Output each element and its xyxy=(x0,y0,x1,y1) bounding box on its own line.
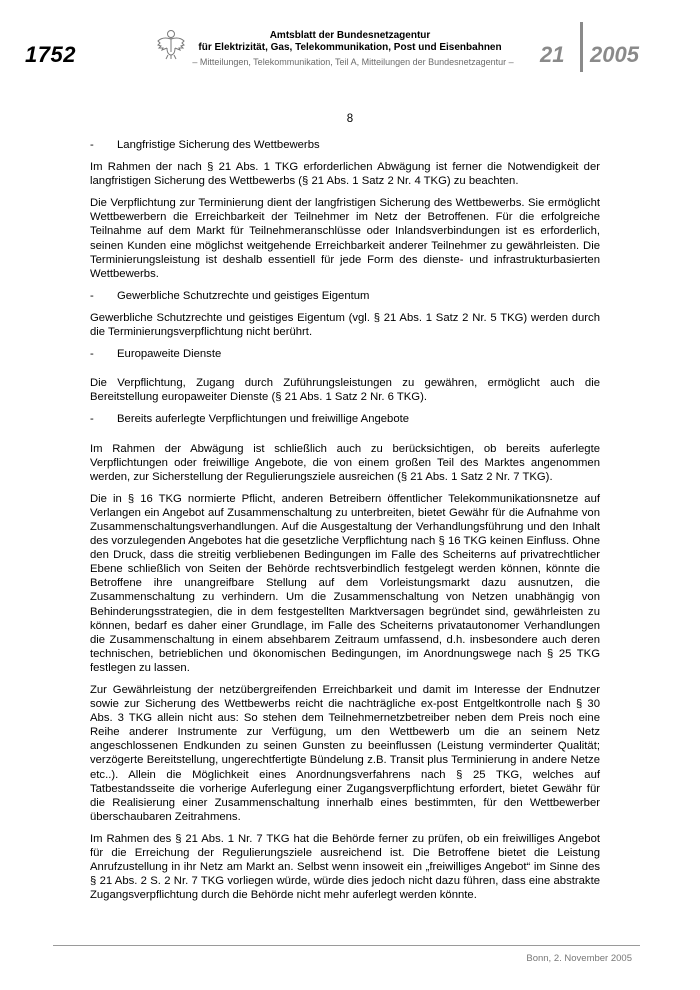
issue-number: 21 xyxy=(540,42,565,67)
paragraph: Im Rahmen der Abwägung ist schließlich auch zu berücksichtigen, ob bereits auferlegte Verpflichtungen oder freiwillige Angebote, die von einem großen Teil des Marktes angenommen werden, zur Sicherstellung der Regulierungsziele ausreichen (§ 21 Abs. 1 Satz 2 Nr. 7 TKG). xyxy=(90,442,600,483)
bullet-text: Langfristige Sicherung des Wettbewerbs xyxy=(117,139,320,151)
paragraph: Die Verpflichtung, Zugang durch Zuführungsleistungen zu gewähren, ermöglicht auch die Bereitstellung europaweiter Dienste (§ 21 Abs. 1 Satz 2 Nr. 6 TKG). xyxy=(90,377,600,404)
bullet-item xyxy=(90,138,600,152)
bullet-dash: - xyxy=(90,139,94,151)
bullet-item xyxy=(90,412,600,426)
journal-subtitle: – Mitteilungen, Telekommunikation, Teil A, Mitteilungen der Bundesnetzagentur – xyxy=(192,57,514,67)
bullet-text: Europaweite Dienste xyxy=(117,348,222,361)
header-divider xyxy=(580,22,583,72)
bullet-text: Gewerbliche Schutzrechte und geistiges Eigentum xyxy=(117,289,370,302)
issue-year: 2005 xyxy=(590,42,639,67)
journal-title-line2: für Elektrizität, Gas, Telekommunikation, Post und Eisenbahnen xyxy=(198,42,502,53)
bullet-dash: - xyxy=(90,289,94,302)
bullet-item xyxy=(90,347,600,361)
paragraph: Die in § 16 TKG normierte Pflicht, anderen Betreibern öffentlicher Telekommunikationsnetze auf Verlangen ein Angebot auf Zusammenschaltung zu unterbreiten, bietet Gewähr für die Aufnahme von Zusammenschaltungsverhandlungen. Auf die Ausgestaltung der Verhandlungsführung und den Inhalt des vorzulegenden Angebotes hat die gesetzliche Verpflichtung nach § 16 TKG keinen Einfluss. Ohne den Druck, dass die streitig verbliebenen Bedingungen im Falle des Scheiterns auf privatrechtlicher Ebene schließlich von Seiten der Behörde rechtsverbindlich festgelegt werden können, könnte die Betroffene ihre unangreifbare Stellung auf dem Vorleistungsmarkt dazu ausnutzen, die Zusammenschaltung zu verhindern. Um die Zusammenschaltung von Netzen unabhängig von Behinderungsstrategien, die in dem festgestellten Marktversagen begründet sind, gewährleisten zu können, bedarf es daher einer Grundlage, im Falle des Scheiterns privatautonomer Verhandlungen die Zusammenschaltung in einem absehbarem Zeitraum umfassend, d.h. insbesondere auch deren technischen, betrieblichen und ökonomischen Bedingungen, im Anordnungswege nach § 25 TKG festlegen zu lassen. xyxy=(90,492,600,674)
journal-page-number: 1752 xyxy=(25,42,76,67)
bullet-text: Bereits auferlegte Verpflichtungen und freiwillige Angebote xyxy=(117,413,410,426)
bullet-dash: - xyxy=(90,413,94,426)
paragraph: Die Verpflichtung zur Terminierung dient der langfristigen Sicherung des Wettbewerbs. Sie ermöglicht Wettbewerbern die Erreichbarkeit der Teilnehmer im Netz der Betroffenen. Für die erfolgreiche Teilnahme auf dem Markt für Teilnehmeranschlüsse oder Inlandsverbindungen ist es erforderlich, seinen Kunden eine möglichst weitgehende Erreichbarkeit anderer Teilnehmer zu gewährleisten. Die Terminierungsleistung ist deshalb essentiell für jede Form des dienste- und infrastrukturbasierten Wettbewerbs. xyxy=(90,197,600,280)
document-body xyxy=(90,138,600,902)
bullet-dash: - xyxy=(90,348,94,361)
bullet-item xyxy=(90,289,600,303)
paragraph: Im Rahmen der nach § 21 Abs. 1 TKG erforderlichen Abwägung ist ferner die Notwendigkeit der langfristigen Sicherung des Wettbewerbs (§ 21 Abs. 1 Satz 2 Nr. 4 TKG) zu beachten. xyxy=(90,161,600,188)
paragraph: Gewerbliche Schutzrechte und geistiges Eigentum (vgl. § 21 Abs. 1 Satz 2 Nr. 5 TKG) werden durch die Terminierungsverpflichtung nicht berührt. xyxy=(90,311,600,339)
document-page-number: 8 xyxy=(346,113,354,125)
footer-divider xyxy=(53,945,640,946)
journal-title-line1: Amtsblatt der Bundesnetzagentur xyxy=(269,30,431,41)
paragraph: Zur Gewährleistung der netzübergreifenden Erreichbarkeit und damit im Interesse der Endnutzer sowie zur Sicherung des Wettbewerbs reicht die nachträgliche ex-post Entgeltkontrolle nach § 30 Abs. 3 TKG allein nicht aus: So stehen dem Teilnehmernetzbetreiber neben dem Preis noch eine Reihe anderer Instrumente zur Verfügung, um den Wettbewerb um die an seinem Netz angeschlossenen Endkunden zu seinen Gunsten zu beeinflussen (Leistung verminderter Qualität; verzögerte Bereitstellung, ungerechtfertigte Bündelung z.B. Transit plus Terminierung in andere Netze etc..). Allein die Möglichkeit eines Anordnungsverfahrens nach § 25 TKG, welches auf Tatbestandsseite die vorherige Auferlegung einer Zugangsverpflichtung erfordert, bietet Gewähr für die Realisierung einer Zusammenschaltung innerhalb eines bestimmten, für den Wettbewerber überschaubaren Zeitrahmens. xyxy=(90,684,600,823)
paragraph: Im Rahmen des § 21 Abs. 1 Nr. 7 TKG hat die Behörde ferner zu prüfen, ob ein freiwilliges Angebot für die Erreichung der Regulierungsziele ausreichend ist. Die Betroffene bietet die Leistung Anrufzustellung in ihr Netz am Markt an. Selbst wenn insoweit ein „freiwilliges Angebot“ im Sinne des § 21 Abs. 2 S. 2 Nr. 7 TKG vorliegen würde, würde dies jedoch nicht dazu führen, dass eine abstrakte Zugangsverpflichtung durch die Behörde nicht mehr auferlegt werden könnte. xyxy=(90,832,600,902)
footer-date: Bonn, 2. November 2005 xyxy=(526,953,632,964)
